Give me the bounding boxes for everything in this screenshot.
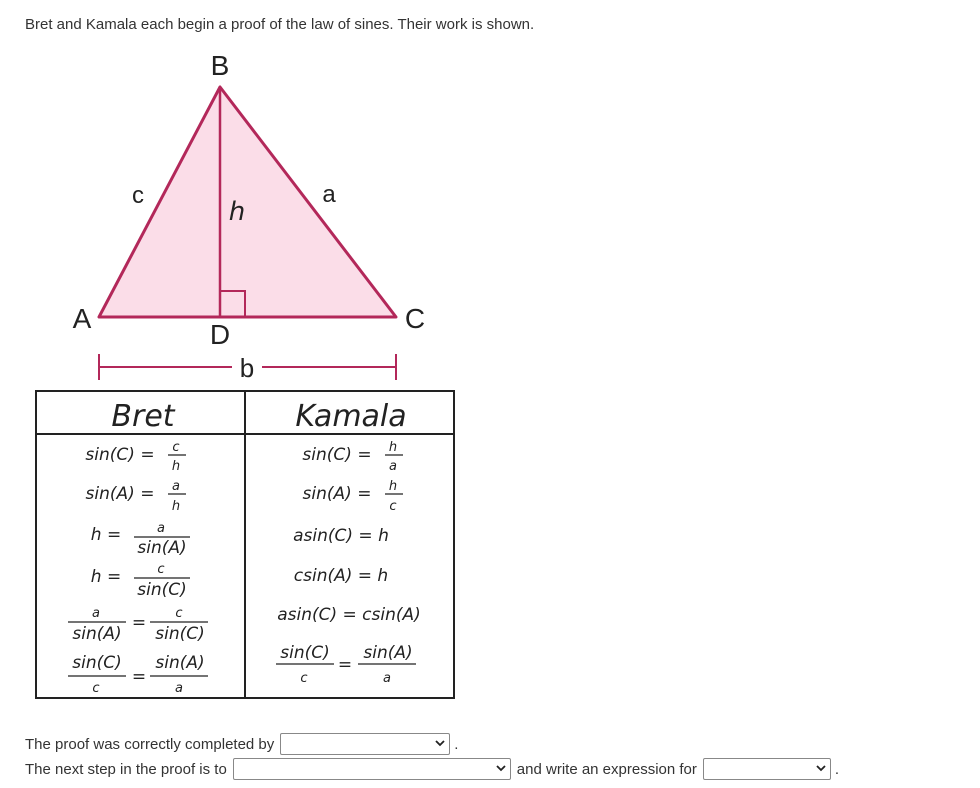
- prompt-text: Bret and Kamala each begin a proof of the law of sines. Their work is shown.: [25, 16, 535, 33]
- chevron-down-icon: [816, 763, 826, 773]
- bret-line2-lhs: sin(A) =: [85, 484, 155, 504]
- question-2-mid: and write an expression for: [516, 760, 697, 778]
- kamala-line2-lhs: sin(A) =: [302, 484, 372, 504]
- bret-line5-eq: =: [131, 613, 147, 633]
- kamala-line1-lhs: sin(C) =: [302, 445, 372, 465]
- kamala-line6-den2: a: [383, 671, 391, 686]
- kamala-line6-den1: c: [300, 671, 308, 686]
- bret-line5-den2: sin(C): [155, 624, 205, 644]
- kamala-line6-num2: sin(A): [363, 643, 413, 663]
- bret-line4-den: sin(C): [137, 580, 187, 600]
- kamala-line1-den: a: [389, 459, 397, 474]
- question-2-text: The next step in the proof is to: [25, 760, 227, 778]
- expression-for-select[interactable]: [703, 758, 831, 780]
- bret-line1-den: h: [171, 459, 181, 474]
- question-1-text: The proof was correctly completed by: [25, 735, 275, 753]
- kamala-header: Kamala: [295, 399, 407, 434]
- question-1: [25, 733, 458, 755]
- kamala-line2-den: c: [389, 499, 397, 514]
- height-label: h: [228, 197, 246, 227]
- bret-line1-lhs: sin(C) =: [85, 445, 155, 465]
- next-step-select[interactable]: [233, 758, 511, 780]
- bret-line5-den1: sin(A): [72, 624, 122, 644]
- bret-line6-eq: =: [131, 667, 147, 687]
- completed-by-select[interactable]: [280, 733, 450, 755]
- bret-line4-num: c: [157, 562, 165, 577]
- kamala-line2-num: h: [388, 479, 398, 494]
- kamala-line4: csin(A) = h: [293, 566, 389, 586]
- question-1-end: .: [454, 735, 459, 753]
- bret-line3-den: sin(A): [137, 538, 187, 558]
- kamala-line3: asin(C) = h: [293, 526, 389, 546]
- kamala-line1-num: h: [388, 440, 398, 455]
- vertex-b-label: B: [210, 50, 230, 81]
- vertex-c-label: C: [404, 303, 426, 334]
- bret-line5-num1: a: [92, 606, 100, 621]
- bret-line2-num: a: [172, 479, 180, 494]
- bret-line3-num: a: [157, 521, 165, 536]
- bret-line3-lhs: h =: [90, 525, 122, 545]
- side-c-label: c: [132, 182, 144, 209]
- bret-header: Bret: [111, 399, 175, 434]
- question-2-end: .: [834, 760, 840, 778]
- side-a-label: a: [322, 181, 336, 208]
- kamala-line6-num1: sin(C): [280, 643, 330, 663]
- kamala-line6-eq: =: [337, 655, 353, 675]
- chevron-down-icon: [435, 738, 445, 748]
- bret-line6-den2: a: [175, 681, 183, 696]
- bret-line1-num: c: [172, 440, 180, 455]
- bret-line6-num2: sin(A): [155, 653, 205, 673]
- bret-line2-den: h: [171, 499, 181, 514]
- chevron-down-icon: [496, 763, 506, 773]
- vertex-a-label: A: [72, 303, 92, 334]
- kamala-line5: asin(C) = csin(A): [277, 605, 421, 625]
- bret-line6-num1: sin(C): [72, 653, 122, 673]
- question-2: [25, 758, 839, 780]
- bret-line6-den1: c: [92, 681, 100, 696]
- vertex-d-label: D: [209, 319, 231, 350]
- side-b-label: b: [239, 353, 255, 383]
- bret-line5-num2: c: [175, 606, 183, 621]
- bret-line4-lhs: h =: [90, 567, 122, 587]
